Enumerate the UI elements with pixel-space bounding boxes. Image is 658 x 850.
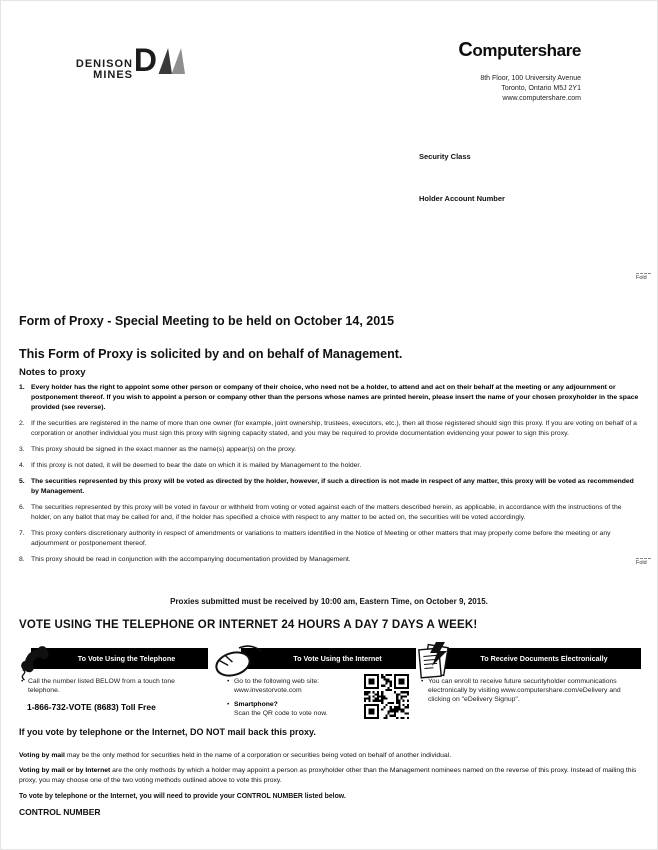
documents-icon [416, 642, 450, 682]
address-line-1: 8th Floor, 100 University Avenue [480, 75, 581, 82]
note-item-1: 1. Every holder has the right to appoint some other person or company of their choice, who need not be a holder, to attend and act on their behalf at the meeting or any adjournment or postponement thereof. If you wish to appoint a person or company other than the persons whose names are printed herein, please insert the name of your chosen proxyholder in the space provided (see reverse). [19, 384, 639, 411]
page-title: Form of Proxy - Special Meeting to be held on October 14, 2015 [19, 314, 395, 328]
note-item-7: 7. This proxy confers discretionary authority in respect of amendments or variations to matters identified in the Notice of Meeting or other matters that may properly come before the meeting or any adjournment or postponement thereof. [19, 530, 611, 547]
telephone-instruction: • Call the number listed BELOW from a touch tone telephone. [21, 678, 175, 694]
denison-triangle-gray-icon [171, 48, 185, 74]
note-item-4: 4. If this proxy is not dated, it will be deemed to bear the date on which it is mailed by Management to the holder. [19, 462, 362, 469]
voting-by-mail-or-internet-note: Voting by mail or by Internet are the only methods by which a holder may appoint a person as proxyholder other than the Management nominees named on the reverse of this proxy. Instead of mailing this proxy, you may choose one of the two voting methods outlined above to vote this proxy. [19, 767, 637, 784]
address-line-3: www.computershare.com [502, 95, 581, 102]
smartphone-instruction: • Smartphone? Scan the QR code to vote now. [227, 701, 328, 717]
computer-mouse-icon [211, 643, 265, 677]
solicitation-subtitle: This Form of Proxy is solicited by and on behalf of Management. [19, 347, 403, 361]
denison-d-mark: D [133, 42, 157, 78]
edelivery-instruction: • You can enroll to receive future securityholder communications electronically by visiting www.computershare.com/eDelivery and clicking on "eDelivery Signup". [421, 678, 621, 703]
proxy-deadline-note: Proxies submitted must be received by 10:00 am, Eastern Time, on October 9, 2015. [170, 597, 488, 606]
control-number-label: CONTROL NUMBER [19, 807, 101, 817]
vote-banner: VOTE USING THE TELEPHONE OR INTERNET 24 HOURS A DAY 7 DAYS A WEEK! [19, 619, 478, 631]
telephone-icon [15, 641, 53, 681]
note-item-8: 8. This proxy should be read in conjunction with the accompanying documentation provided by Management. [19, 556, 351, 563]
toll-free-number: 1-866-732-VOTE (8683) Toll Free [27, 702, 156, 712]
computershare-address [458, 74, 581, 104]
note-item-3: 3. This proxy should be signed in the exact manner as the name(s) appear(s) on the proxy. [19, 446, 297, 453]
note-item-2: 2. If the securities are registered in the name of more than one owner (for example, joint ownership, trustees, executors, etc.), then all those registered should sign this proxy. If you are voting on behalf of a corporation or another individual you must sign this proxy with signing capacity stated, and you may be required to provide documentation evidencing your power to sign this proxy. [19, 420, 637, 437]
control-number-note: To vote by telephone or the Internet, you will need to provide your CONTROL NUMBER listed below. [19, 793, 346, 800]
security-class-label: Security Class [419, 152, 471, 161]
denison-logo-line2: MINES [93, 69, 133, 81]
denison-mines-logo-text [76, 59, 133, 81]
fold-marker-2: Fold [636, 558, 652, 566]
voting-by-mail-note: Voting by mail may be the only method for securities held in the name of a corporation or securities being voted on behalf of another individual. [19, 752, 452, 759]
qr-code [364, 674, 409, 719]
telephone-column [21, 677, 201, 712]
notes-heading: Notes to proxy [19, 367, 86, 378]
investorvote-url: www.investorvote.com [234, 687, 302, 694]
denison-triangle-dark-icon [158, 48, 172, 74]
holder-account-number-label: Holder Account Number [419, 194, 505, 203]
do-not-mail-note: If you vote by telephone or the Internet, DO NOT mail back this proxy. [19, 727, 316, 737]
electronic-section-header: To Receive Documents Electronically [433, 648, 641, 669]
electronic-column [421, 677, 639, 709]
denison-mines-logo [65, 42, 185, 91]
computershare-logo: Computershare [458, 39, 581, 61]
internet-instruction: • Go to the following web site: www.investorvote.com [227, 678, 320, 694]
denison-logo-line1: DENISON [75, 58, 133, 70]
address-line-2: Toronto, Ontario M5J 2Y1 [501, 85, 581, 92]
notes-list [19, 383, 643, 571]
fold-marker-1: Fold [636, 273, 652, 281]
fold-dash-icon [636, 273, 651, 274]
note-item-6: 6. The securities represented by this proxy will be voted in favour or withheld from voting or voted against each of the matters described herein, as applicable, in accordance with the instructions of the holder, on any ballot that may be called for and, if the holder has specified a choice with respect to any matter to be acted on, the securities will be voted accordingly. [19, 504, 622, 521]
computershare-block [458, 39, 581, 104]
telephone-section-header: To Vote Using the Telephone [31, 648, 208, 669]
note-item-5: 5. The securities represented by this proxy will be voted as directed by the holder, however, if such a direction is not made in respect of any matter, this proxy will be voted as recommended by Management. [19, 478, 634, 495]
internet-column [227, 677, 365, 723]
internet-section-header: To Vote Using the Internet [241, 648, 416, 669]
